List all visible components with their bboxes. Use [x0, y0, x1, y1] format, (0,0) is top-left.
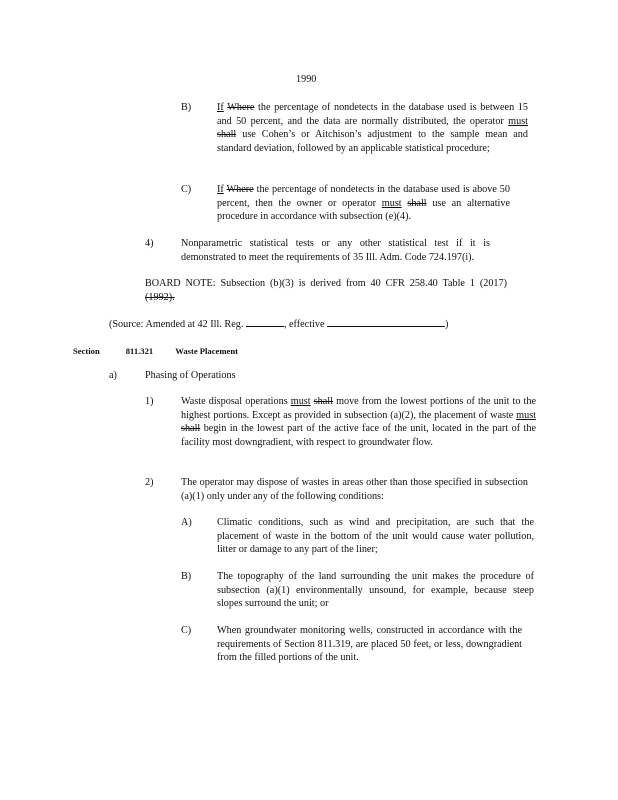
item-c-inserted-if: If	[217, 184, 224, 195]
board-note-text: BOARD NOTE: Subsection (b)(3) is derived from 40 CFR 258.40 Table 1 (2017)	[145, 278, 507, 289]
a1-label: 1)	[145, 396, 154, 407]
item-4-label: 4)	[145, 238, 154, 249]
a2B-text: The topography of the land surrounding the unit makes the procedure of subsection (a)(1) environmentally unsound, for example, because steep slopes surround the unit; or	[217, 571, 534, 610]
a1-inserted-must-1: must	[290, 396, 311, 407]
item-4-text: Nonparametric statistical tests or any other statistical test if it is demonstrated to meet the requirements of 35 Ill. Adm. Code 724.197(i).	[181, 238, 490, 263]
a2C-label: C)	[181, 625, 192, 636]
a1-deleted-shall-2: shall	[181, 423, 201, 435]
page-number: 1990	[296, 74, 317, 85]
item-b-text	[217, 101, 528, 155]
board-note-deleted: (1992).	[145, 291, 175, 303]
item-b-inserted-if: If	[217, 102, 224, 113]
item-c-text-1: the percentage of nondetects in the database used is above 50 percent, then the owner or operator	[217, 184, 510, 209]
a2B-label: B)	[181, 571, 192, 582]
a2A-text: Climatic conditions, such as wind and precipitation, are such that the placement of waste in the bottom of the unit would cause water pollution, litter or damage to any part of the liner;	[217, 517, 534, 556]
a2C-text: When groundwater monitoring wells, constructed in accordance with the requirements of Section 811.319, are placed 50 feet, or less, downgradient from the filled portions of the unit.	[217, 625, 522, 664]
section-title: Waste Placement	[175, 346, 238, 356]
a1-inserted-must-2: must	[516, 409, 536, 421]
a1-text	[181, 395, 536, 449]
item-b-deleted-shall: shall	[217, 129, 237, 141]
section-number: 811.321	[125, 346, 154, 356]
item-b-text-1: the percentage of nondetects in the database used is between 15 and 50 percent, and the data are normally distributed, the operator	[217, 102, 528, 127]
subsection-a-label: a)	[109, 370, 117, 381]
a1-text-2: move from the lowest portions of the unit to the highest portions. Except as provided in subsection (a)(2), the placement of waste	[181, 396, 537, 421]
a2-label: 2)	[145, 477, 154, 488]
section-label: Section	[73, 346, 100, 356]
source-prefix: (Source: Amended at 42 Ill. Reg.	[109, 319, 244, 330]
section-heading	[73, 345, 238, 359]
source-middle: , effective	[283, 319, 325, 330]
item-c-text-2: use an alternative procedure in accordance with subsection (e)(4).	[217, 197, 510, 223]
item-b-label: B)	[181, 102, 192, 113]
a2A-label: A)	[181, 517, 192, 528]
item-c-text	[217, 183, 510, 224]
a1-deleted-shall-1: shall	[313, 396, 333, 407]
item-b-inserted-must: must	[508, 115, 528, 127]
subsection-a-title: Phasing of Operations	[145, 370, 236, 381]
item-c-deleted-where: Where	[226, 184, 254, 195]
item-c-label: C)	[181, 184, 192, 195]
a1-text-1: Waste disposal operations	[181, 396, 291, 407]
source-line	[109, 317, 448, 332]
board-note	[145, 277, 507, 304]
item-c-inserted-must: must	[381, 197, 402, 209]
effective-date-blank	[327, 317, 445, 327]
a1-text-3: begin in the lowest part of the active face of the unit, located in the part of the facility most downgradient, with respect to groundwater flow.	[181, 423, 536, 448]
item-c-deleted-shall: shall	[407, 197, 427, 209]
register-issue-blank	[246, 317, 284, 327]
a2-text: The operator may dispose of wastes in areas other than those specified in subsection (a)(1) only under any of the following conditions:	[181, 477, 528, 502]
item-b-text-2: use Cohen’s or Aitchison’s adjustment to the sample mean and standard deviation, followed by an applicable statistical procedure;	[217, 129, 528, 154]
source-suffix: )	[445, 319, 449, 330]
item-b-deleted-where: Where	[227, 102, 255, 113]
